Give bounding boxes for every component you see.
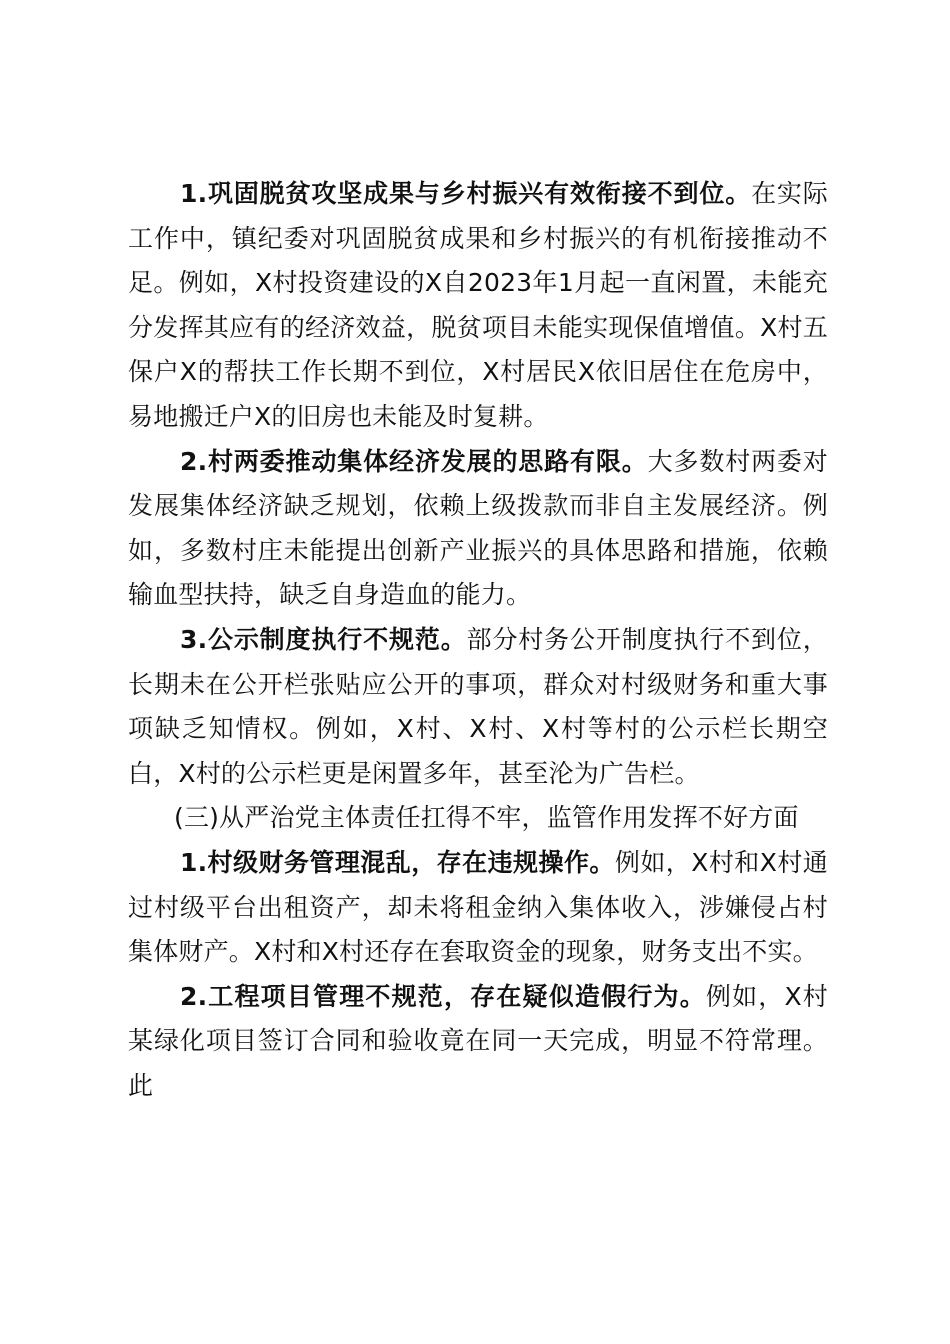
paragraph-4-text: 例如，X村和X村通过村级平台出租资产，却未将租金纳入集体收入，涉嫌侵占村集体财产。X村和X村还存在套取资金的现象，财务支出不实。 bbox=[128, 847, 828, 967]
section-subheading-text: (三)从严治党主体责任扛得不牢，监管作用发挥不好方面 bbox=[174, 803, 799, 833]
paragraph-3-text: 部分村务公开制度执行不到位，长期未在公开栏张贴应公开的事项，群众对村级财务和重大事项缺乏知情权。例如，X村、X村、X村等村的公示栏长期空白，X村的公示栏更是闲置多年，甚至沦为广告栏。 bbox=[128, 624, 828, 788]
paragraph-2 bbox=[128, 440, 828, 618]
paragraph-5-heading: 2.工程项目管理不规范，存在疑似造假行为。 bbox=[180, 981, 706, 1011]
paragraph-4-heading: 1.村级财务管理混乱，存在违规操作。 bbox=[180, 847, 615, 877]
paragraph-3 bbox=[128, 618, 828, 796]
paragraph-2-heading: 2.村两委推动集体经济发展的思路有限。 bbox=[180, 446, 648, 476]
paragraph-2-text: 大多数村两委对发展集体经济缺乏规划，依赖上级拨款而非自主发展经济。例如，多数村庄未能提出创新产业振兴的具体思路和措施，依赖输血型扶持，缺乏自身造血的能力。 bbox=[128, 446, 828, 610]
paragraph-3-heading: 3.公示制度执行不规范。 bbox=[180, 624, 467, 654]
paragraph-4 bbox=[128, 841, 828, 975]
section-subheading bbox=[128, 796, 828, 841]
paragraph-1-text: 在实际工作中，镇纪委对巩固脱贫成果和乡村振兴的有机衔接推动不足。例如，X村投资建设的X自2023年1月起一直闲置，未能充分发挥其应有的经济效益，脱贫项目未能实现保值增值。X村五保户X的帮扶工作长期不到位，X村居民X依旧居住在危房中，易地搬迁户X的旧房也未能及时复耕。 bbox=[128, 179, 828, 431]
paragraph-5 bbox=[128, 975, 828, 1109]
paragraph-5-text: 例如，X村某绿化项目签订合同和验收竟在同一天完成，明显不符常理。此 bbox=[128, 981, 828, 1100]
paragraph-1 bbox=[128, 172, 828, 440]
paragraph-1-heading: 1.巩固脱贫攻坚成果与乡村振兴有效衔接不到位。 bbox=[180, 179, 752, 208]
document-page bbox=[128, 172, 828, 1108]
